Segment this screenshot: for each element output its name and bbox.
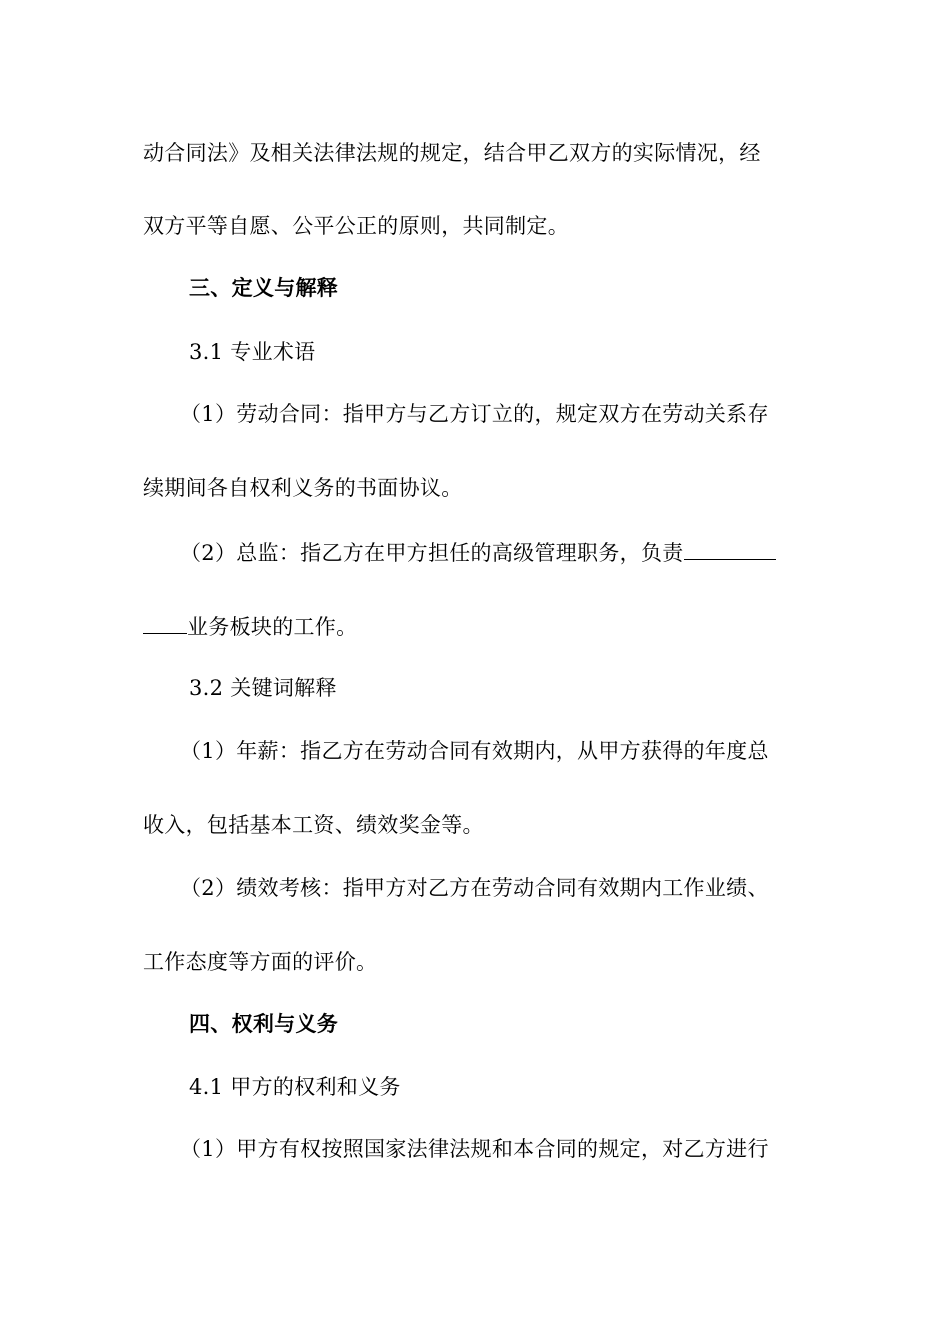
paragraph-line: 动合同法》及相关法律法规的规定，结合甲乙双方的实际情况，经 [143,141,761,165]
fill-in-blank [684,537,776,560]
subsection-heading-3-2: 3.2 关键词解释 [189,676,337,700]
subsection-heading-4-1: 4.1 甲方的权利和义务 [189,1075,401,1099]
section-heading-4: 四、权利与义务 [189,1011,339,1036]
paragraph-line: （1）甲方有权按照国家法律法规和本合同的规定，对乙方进行 [180,1137,769,1161]
section-heading-3: 三、定义与解释 [189,275,339,300]
paragraph-text: （2）总监：指乙方在甲方担任的高级管理职务，负责 [180,541,684,565]
paragraph-line: （1）年薪：指乙方在劳动合同有效期内，从甲方获得的年度总 [180,739,769,763]
paragraph-line: 续期间各自权利义务的书面协议。 [143,476,463,500]
paragraph-line-with-blank [180,537,808,568]
paragraph-line: 工作态度等方面的评价。 [143,950,378,974]
fill-in-blank [143,611,187,634]
paragraph-line: 双方平等自愿、公平公正的原则，共同制定。 [143,214,569,238]
paragraph-line-with-blank [143,611,808,642]
paragraph-text: 业务板块的工作。 [187,615,358,639]
paragraph-line: （2）绩效考核：指甲方对乙方在劳动合同有效期内工作业绩、 [180,876,769,900]
paragraph-line: （1）劳动合同：指甲方与乙方订立的，规定双方在劳动关系存 [180,402,769,426]
subsection-heading-3-1: 3.1 专业术语 [189,340,316,364]
paragraph-line: 收入，包括基本工资、绩效奖金等。 [143,813,484,837]
